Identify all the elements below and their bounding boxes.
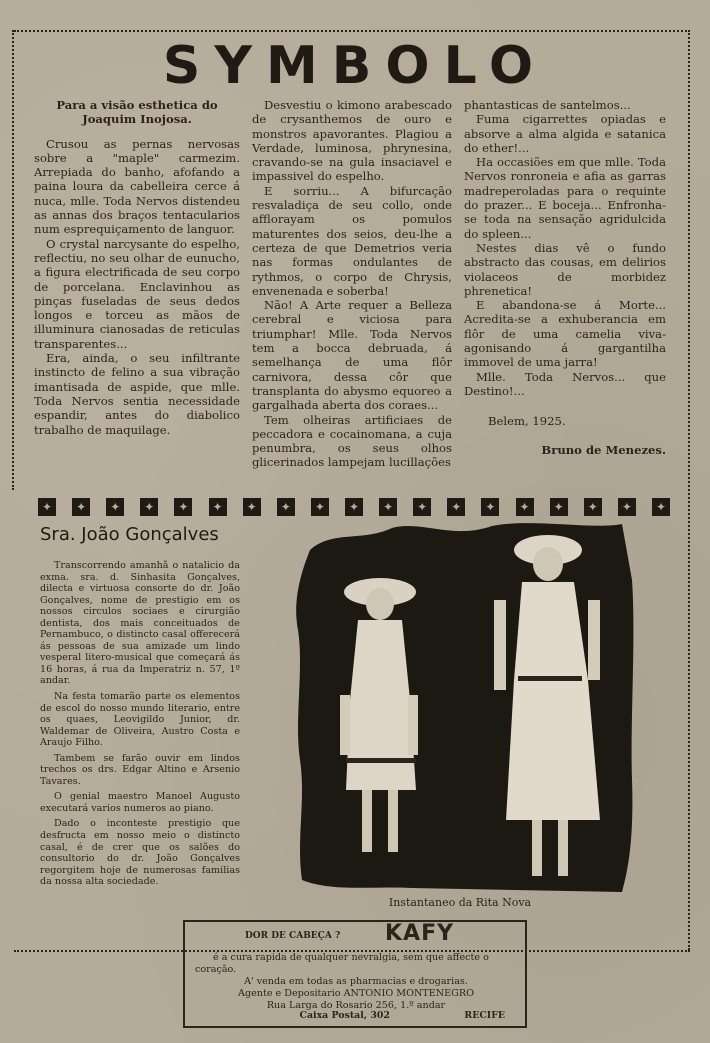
paragraph: Tambem se farão ouvir em lindos trechos os drs. Edgar Altino e Arsenio Tavares. [40,752,240,787]
star-ornament-icon: ✦ [550,498,568,516]
social-note-column [40,560,240,892]
dotted-border-top [14,30,690,32]
paragraph: Não! A Arte requer a Belleza cerebral e viciosa para triumphar! Mlle. Toda Nervos tem a bocca debruada, á semelhança de uma flôr carnivora, dessa côr que transplanta do abysmo equoreo a gargalhada aberta dos coraes... [252,298,452,413]
paragraph: Era, ainda, o seu infiltrante instincto de felino a sua vibração imantisada de aspide, que mlle. Toda Nervos sentia necessidade espandir, antes do diabolico trabalho de maquilage. [34,351,240,437]
paragraph: Ha occasiões em que mlle. Toda Nervos ronroneia e afia as garras madreperoladas para o requinte do prazer... E boceja... Enfronha-se toda na sensação agridulcida do spleen... [464,155,666,241]
paragraph: Tem olheiras artificiaes de peccadora e cocainomana, a cuja penumbra, os seus olhos glicerinados lampejam lucillações [252,412,452,470]
article-title: SYMBOLO [162,36,548,96]
star-ornament-icon: ✦ [481,498,499,516]
paragraph: Crusou as pernas nervosas sobre a "maple" carmezim. Arrepiada do banho, afofando a paina loura da cabelleira cerce á nuca, mlle. Toda Nervos distendeu as annas dos braços tentacularios num esprequiçamento de languor. [34,136,240,237]
paragraph: Desvestiu o kimono arabescado de crysanthemos de ouro e monstros apavorantes. Plagiou a Verdade, luminosa, phrynesina, cravando-se na gula insaciavel e impassivel do espelho. [252,98,452,184]
star-ornament-icon: ✦ [413,498,431,516]
paragraph: O genial maestro Manoel Augusto executará varios numeros ao piano. [40,791,240,814]
ad-footer [225,1010,505,1022]
dedication: Para a visão esthetica do Joaquim Inojosa. [56,98,218,127]
paragraph: Transcorrendo amanhã o natalicio da exma. sra. d. Sinhasita Gonçalves, dilecta e virtuosa consorte do dr. João Gonçalves, nome de prestigio em os nossos circulos sociaes e cirurgião dentista, dos mais conceituados de Pernambuco, o distincto casal offerecerá ás pessoas de sua amizade um lindo vesperal litero-musical que começará ás 16 horas, á rua da Imperatriz n. 57, 1º andar. [40,560,240,687]
paragraph: phantasticas de santelmos... [464,98,631,112]
star-ornament-icon: ✦ [652,498,670,516]
ad-brand: KAFY [385,921,455,946]
ad-postal-box: Caixa Postal, 302 [299,1010,390,1021]
article-column-2 [252,98,452,470]
star-ornament-icon: ✦ [140,498,158,516]
photograph-two-girls [292,520,636,892]
dotted-border-left [12,30,14,490]
article-column-3 [464,98,666,457]
paragraph: Dado o inconteste prestigio que desfructa em nosso meio o distincto casal, é de crer que os salões do consultorio do dr. João Gonçalves regorgitem hoje de numerosas familias da nossa alta sociedade. [40,818,240,888]
star-ornament-icon: ✦ [447,498,465,516]
ad-line: Agente e Depositario ANTONIO MONTENEGRO [238,988,474,999]
paragraph: E abandona-se á Morte... Acredita-se a exhuberancia em flôr de uma camelia viva-agonisando á gargantilha immovel de uma jarra! [464,298,666,370]
paragraph: O crystal narcysante do espelho, reflectiu, no seu olhar de eunucho, a figura electrificada de seu corpo de porcelana. Enclavinhou as pinças fuseladas de seus dedos longos e torceu as mãos de illuminura cianosadas de reticulas transparentes... [34,236,240,351]
star-ornament-icon: ✦ [584,498,602,516]
star-ornament-icon: ✦ [277,498,295,516]
star-ornament-icon: ✦ [618,498,636,516]
ad-line: Rua Larga do Rosario 256, 1.º andar [266,1000,446,1011]
star-ornament-icon: ✦ [379,498,397,516]
photo-caption: Instantaneo da Rita Nova [388,896,532,909]
star-ornament-icon: ✦ [209,498,227,516]
paragraph: Nestes dias vê o fundo abstracto das cousas, em delirios violaceos de morbidez phrenetica! [464,240,666,298]
article-signature: Bruno de Menezes. [541,442,666,457]
star-ornament-icon: ✦ [174,498,192,516]
paragraph: Mlle. Toda Nervos... que Destino!... [464,369,666,398]
dotted-border-right [688,30,690,950]
social-note-title: Sra. João Gonçalves [40,524,219,545]
ornament-divider [38,498,670,518]
ad-body [195,952,517,1012]
star-ornament-icon: ✦ [516,498,534,516]
ad-headline: DOR DE CABEÇA ? [245,931,341,941]
ad-line: A' venda em todas as pharmacias e drogarias. [244,976,468,987]
star-ornament-icon: ✦ [243,498,261,516]
star-ornament-icon: ✦ [311,498,329,516]
ad-line: é a cura rapida de qualquer nevralgia, sem que affecte o coração. [195,952,489,975]
paragraph: Na festa tomarão parte os elementos de escol do nosso mundo literario, entre os quaes, Leovigildo Junior, dr. Waldemar de Oliveira, Austro Costa e Araujo Filho. [40,691,240,749]
star-ornament-icon: ✦ [72,498,90,516]
star-ornament-icon: ✦ [38,498,56,516]
paragraph: Fuma cigarrettes opiadas e absorve a alma algida e satanica do ether!... [464,112,666,155]
kafy-advertisement [183,920,527,1028]
star-ornament-icon: ✦ [345,498,363,516]
article-column-1 [34,98,240,437]
paragraph: E sorriu... A bifurcação resvaladiça de seu collo, onde afflorayam os pomulos maturentes dos seios, deu-lhe a certeza de que Demetrios veria nas formas ondulantes de rythmos, o corpo de Chrysis, envenenada e soberba! [252,183,452,298]
article-date: Belem, 1925. [488,414,566,429]
ad-city: RECIFE [464,1010,505,1021]
star-ornament-icon: ✦ [106,498,124,516]
